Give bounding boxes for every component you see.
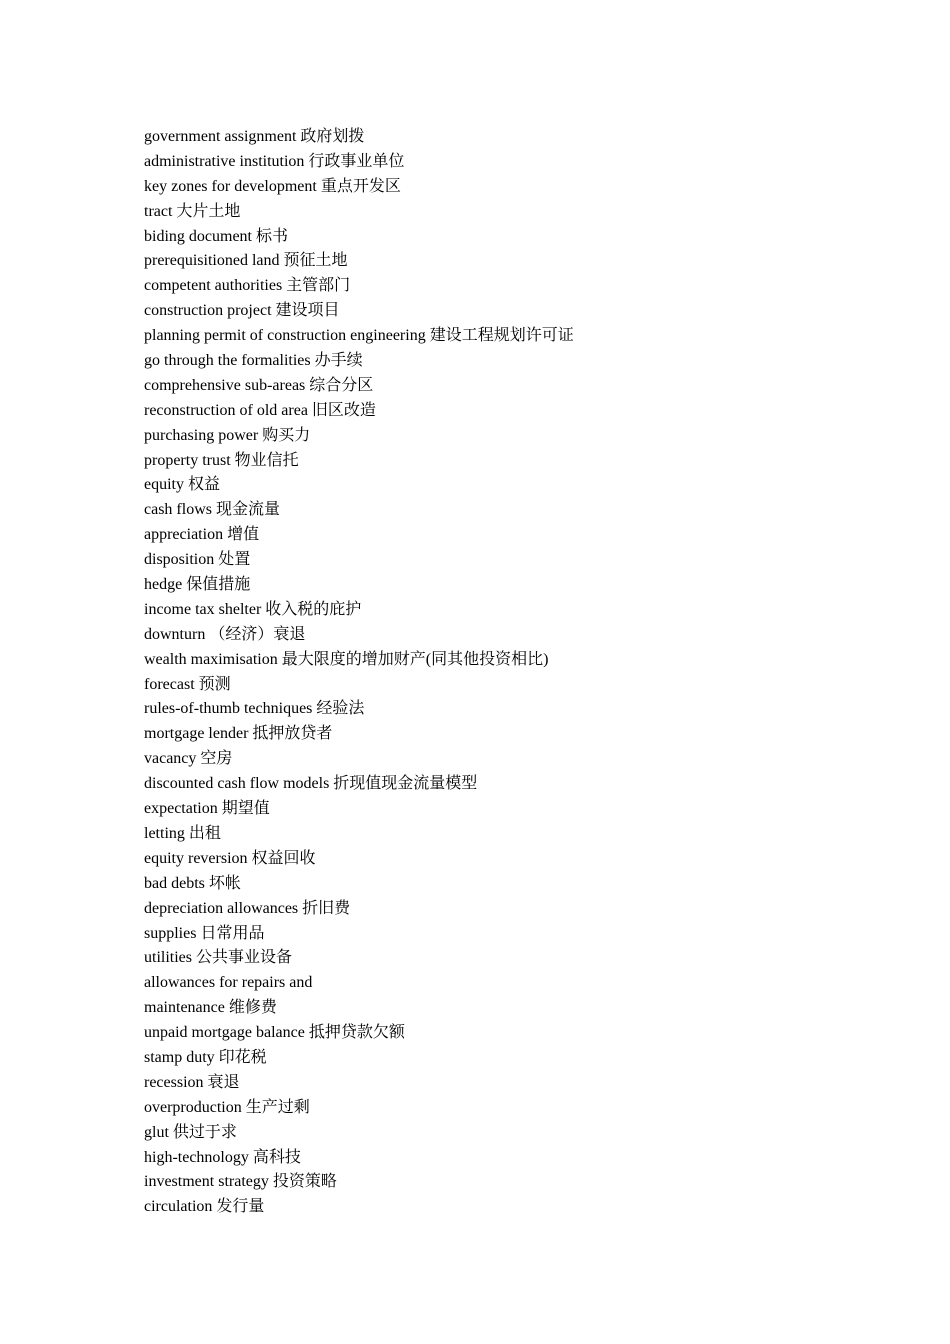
glossary-entry: overproduction 生产过剩 (144, 1098, 310, 1116)
glossary-entry: appreciation 增值 (144, 526, 260, 544)
glossary-entry: competent authorities 主管部门 (144, 277, 351, 295)
glossary-entry: high-technology 高科技 (144, 1148, 301, 1166)
glossary-entry: government assignment 政府划拨 (144, 128, 365, 145)
glossary-entry: cash flows 现金流量 (144, 501, 280, 519)
glossary-entry: bad debts 坏帐 (144, 874, 241, 892)
glossary-entry: prerequisitioned land 预征土地 (144, 252, 348, 270)
glossary-entry: equity reversion 权益回收 (144, 849, 316, 867)
glossary-entry: discounted cash flow models 折现值现金流量模型 (144, 775, 478, 793)
glossary-entry: purchasing power 购买力 (144, 426, 311, 444)
glossary-entry: circulation 发行量 (144, 1198, 265, 1216)
glossary-entry: maintenance 维修费 (144, 999, 277, 1017)
glossary-entry: supplies 日常用品 (144, 924, 265, 942)
glossary-list (144, 125, 904, 1220)
glossary-entry: utilities 公共事业设备 (144, 949, 293, 967)
glossary-entry: allowances for repairs and (144, 974, 313, 992)
glossary-entry: expectation 期望值 (144, 800, 270, 818)
glossary-entry: income tax shelter 收入税的庇护 (144, 600, 362, 618)
glossary-entry: rules-of-thumb techniques 经验法 (144, 700, 365, 718)
glossary-entry: wealth maximisation 最大限度的增加财产(同其他投资相比) (144, 650, 549, 668)
glossary-entry: biding document 标书 (144, 227, 288, 245)
glossary-entry: administrative institution 行政事业单位 (144, 152, 405, 170)
glossary-entry: tract 大片土地 (144, 202, 241, 220)
glossary-entry: hedge 保值措施 (144, 576, 251, 594)
glossary-entry: go through the formalities 办手续 (144, 352, 363, 370)
glossary-entry: letting 出租 (144, 824, 221, 842)
glossary-entry: investment strategy 投资策略 (144, 1173, 337, 1191)
glossary-entry: vacancy 空房 (144, 750, 233, 768)
glossary-entry: depreciation allowances 折旧费 (144, 899, 351, 917)
glossary-entry: construction project 建设项目 (144, 302, 340, 320)
glossary-entry: planning permit of construction engineering 建设工程规划许可证 (144, 327, 574, 345)
glossary-entry: key zones for development 重点开发区 (144, 177, 401, 195)
glossary-entry: unpaid mortgage balance 抵押贷款欠额 (144, 1024, 405, 1042)
glossary-entry: reconstruction of old area 旧区改造 (144, 401, 376, 419)
glossary-entry: comprehensive sub-areas 综合分区 (144, 376, 374, 394)
glossary-entry: stamp duty 印花税 (144, 1048, 267, 1066)
glossary-entry: property trust 物业信托 (144, 451, 299, 469)
glossary-entry: equity 权益 (144, 476, 220, 494)
glossary-entry: forecast 预测 (144, 675, 231, 693)
glossary-entry: downturn （经济）衰退 (144, 625, 306, 643)
glossary-entry: glut 供过于求 (144, 1123, 237, 1141)
glossary-entry: disposition 处置 (144, 551, 251, 569)
glossary-entry: recession 衰退 (144, 1073, 240, 1091)
glossary-entry: mortgage lender 抵押放贷者 (144, 725, 333, 743)
